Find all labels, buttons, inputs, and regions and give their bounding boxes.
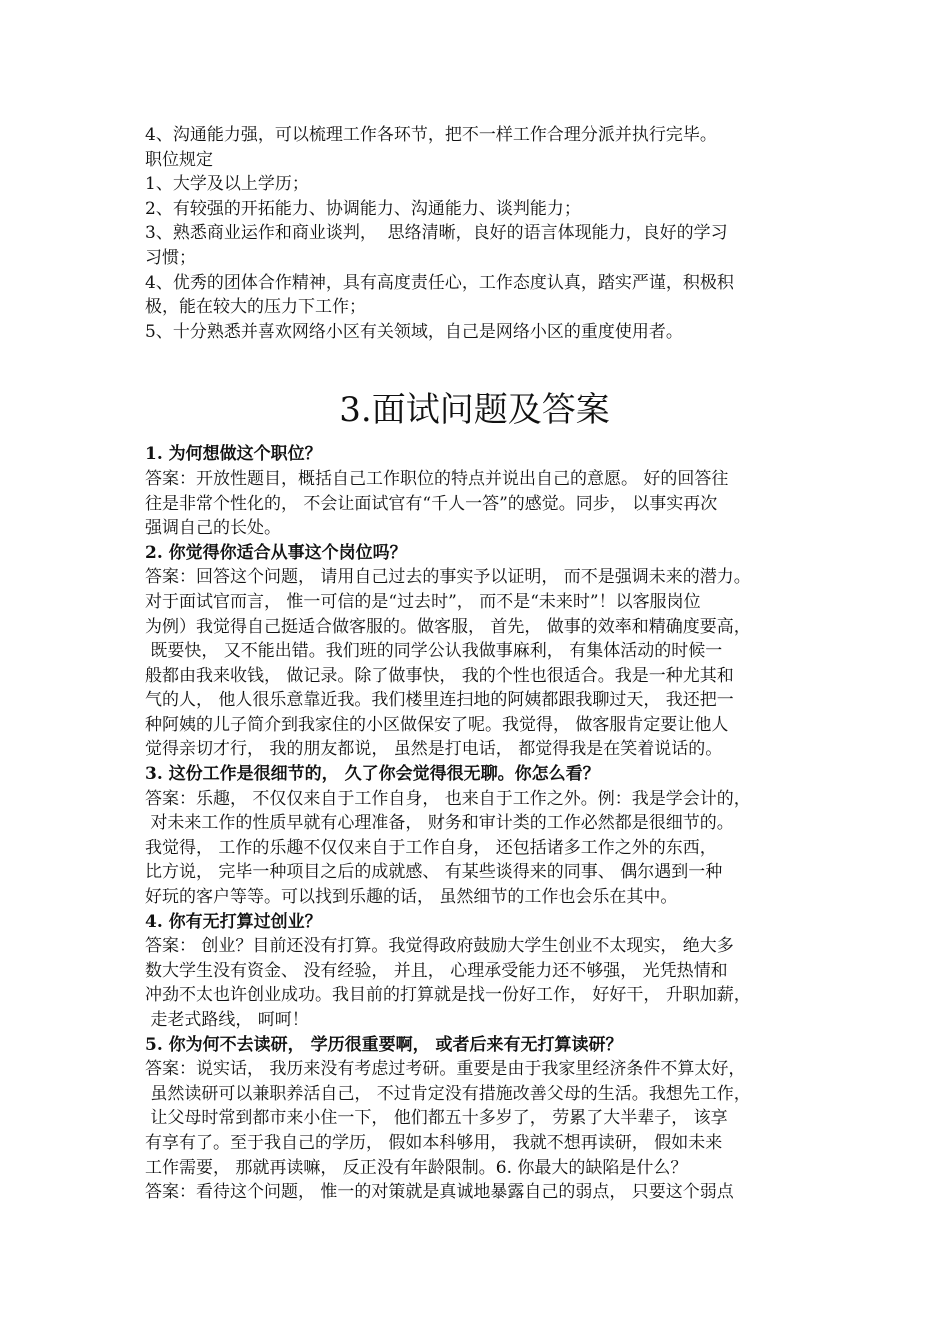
- answer-line: 答案： 创业？目前还没有打算。我觉得政府鼓励大学生创业不太现实， 绝大多: [145, 936, 734, 957]
- answer-line: 数大学生没有资金、 没有经验， 并且， 心理承受能力还不够强， 光凭热情和: [145, 960, 728, 981]
- answer-line: 答案：乐趣， 不仅仅来自于工作自身， 也来自于工作之外。例：我是学会计的，: [145, 788, 751, 809]
- qa-item: [145, 762, 814, 910]
- answer-line: 为例）我觉得自己挺适合做客服的。做客服， 首先， 做事的效率和精确度要高，: [145, 616, 751, 637]
- answer-line: 工作需要， 那就再读嘛， 反正没有年龄限制。6. 你最大的缺陷是什么？: [145, 1157, 688, 1178]
- requirements-block: [145, 123, 814, 344]
- answer-line: 比方说， 完毕一种项目之后的成就感、 有某些谈得来的同事、 偶尔遇到一种: [145, 862, 723, 883]
- requirement-line: 4、优秀的团体合作精神，具有高度责任心，工作态度认真，踏实严谨，积极积: [145, 272, 734, 293]
- answer-line: 既要快， 又不能出错。我们班的同学公认我做事麻利， 有集体活动的时候一: [145, 641, 723, 662]
- answer-line: 对未来工作的性质早就有心理准备， 财务和审计类的工作必然都是很细节的。: [145, 813, 734, 834]
- answer-line: 有享有了。至于我自己的学历， 假如本科够用， 我就不想再读研， 假如未来: [145, 1132, 723, 1153]
- qa-item: [145, 910, 814, 1033]
- requirement-line: 极，能在较大的压力下工作；: [145, 297, 366, 318]
- requirement-line: 3、熟悉商业运作和商业谈判， 思络清晰，良好的语言体现能力，良好的学习: [145, 223, 728, 244]
- answer-line: 般都由我来收钱， 做记录。除了做事快， 我的个性也很适合。我是一种尤其和: [145, 665, 734, 686]
- question: 5. 你为何不去读研， 学历很重要啊， 或者后来有无打算读研？: [145, 1034, 623, 1055]
- requirement-line: 习惯；: [145, 247, 196, 268]
- qa-item: [145, 541, 814, 762]
- section-title: 3.面试问题及答案: [339, 390, 610, 431]
- requirement-line: 4、沟通能力强，可以梳理工作各环节，把不一样工作合理分派并执行完毕。: [145, 125, 717, 145]
- answer-line: 让父母时常到都市来小住一下， 他们都五十多岁了， 劳累了大半辈子， 该享: [145, 1108, 728, 1129]
- answer-line: 往是非常个性化的， 不会让面试官有“千人一答”的感觉。同步， 以事实再次: [145, 493, 718, 514]
- section-spacer: [145, 344, 814, 388]
- question: 2. 你觉得你适合从事这个岗位吗？: [145, 542, 407, 563]
- qa-item: [145, 442, 814, 540]
- qa-block: [145, 442, 814, 1204]
- question: 1. 为何想做这个职位？: [145, 444, 322, 465]
- answer-line: 答案：回答这个问题， 请用自己过去的事实予以证明， 而不是强调未来的潜力。: [145, 567, 751, 588]
- answer-line: 种阿姨的儿子简介到我家住的小区做保安了呢。我觉得， 做客服肯定要让他人: [145, 714, 729, 735]
- answer-line: 虽然读研可以兼职养活自己， 不过肯定没有措施改善父母的生活。我想先工作，: [145, 1083, 751, 1104]
- requirement-line: 2、有较强的开拓能力、协调能力、沟通能力、谈判能力；: [145, 198, 581, 219]
- answer-line: 答案：说实话， 我历来没有考虑过考研。重要是由于我家里经济条件不算太好，: [145, 1059, 746, 1080]
- answer-line: 觉得亲切才行， 我的朋友都说， 虽然是打电话， 都觉得我是在笑着说话的。: [145, 739, 723, 760]
- answer-line: 我觉得， 工作的乐趣不仅仅来自于工作自身， 还包括诸多工作之外的东西，: [145, 837, 717, 858]
- answer-line: 好玩的客户等等。可以找到乐趣的话， 虽然细节的工作也会乐在其中。: [145, 887, 678, 908]
- question: 3. 这份工作是很细节的， 久了你会觉得很无聊。你怎么看？: [145, 764, 600, 785]
- answer-line: 走老式路线， 呵呵！: [145, 1010, 309, 1030]
- requirements-subtitle: 职位规定: [145, 149, 213, 170]
- answer-line: 气的人， 他人很乐意靠近我。我们楼里连扫地的阿姨都跟我聊过天， 我还把一: [145, 690, 734, 711]
- question: 4. 你有无打算过创业？: [145, 911, 322, 932]
- answer-line: 答案：开放性题目，概括自己工作职位的特点并说出自己的意愿。 好的回答往: [145, 468, 729, 489]
- answer-line: 对于面试官而言， 惟一可信的是“过去时”， 而不是“未来时”！以客服岗位: [145, 591, 701, 612]
- answer-line: 答案：看待这个问题， 惟一的对策就是真诚地暴露自己的弱点， 只要这个弱点: [145, 1182, 734, 1203]
- qa-item: [145, 1033, 814, 1205]
- requirement-line: 1、大学及以上学历；: [145, 174, 309, 195]
- requirement-line: 5、十分熟悉并喜欢网络小区有关领域，自己是网络小区的重度使用者。: [145, 321, 683, 342]
- answer-line: 强调自己的长处。: [145, 518, 281, 539]
- answer-line: 冲劲不太也许创业成功。我目前的打算就是找一份好工作， 好好干， 升职加薪，: [145, 985, 751, 1006]
